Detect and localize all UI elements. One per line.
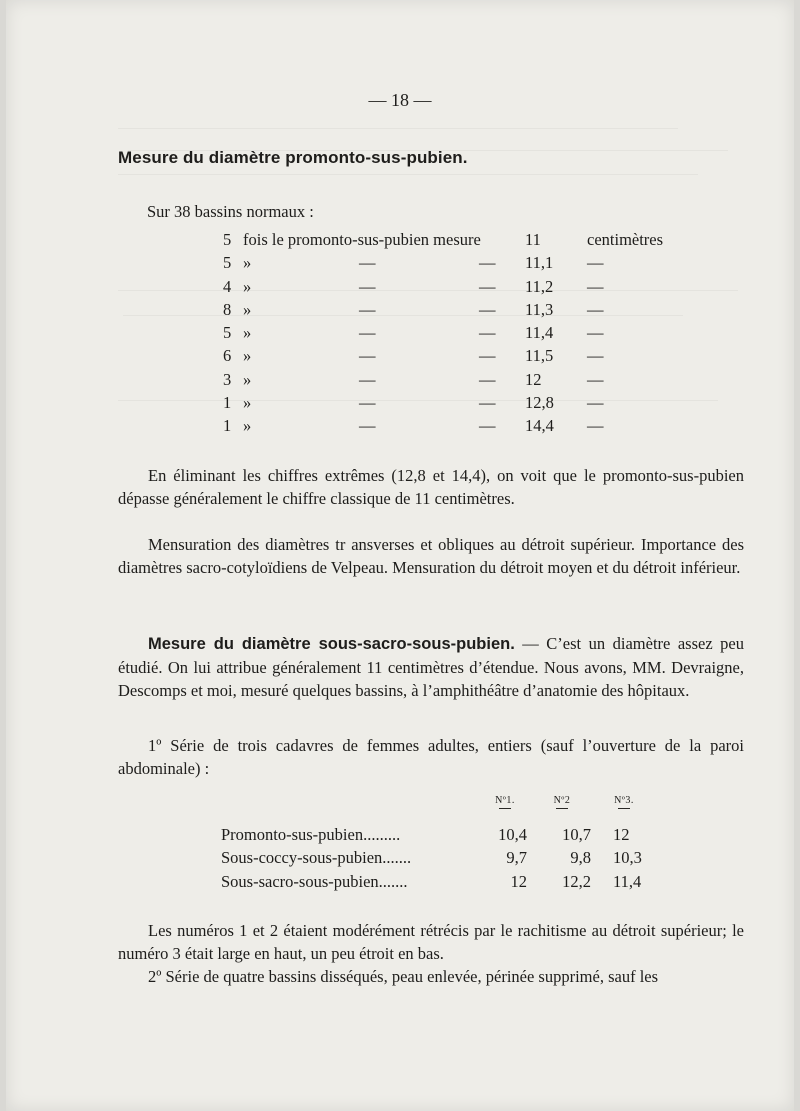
measurement-value: 11,1 (525, 253, 554, 273)
measurement-count: 3 (223, 369, 232, 389)
ditto-dash: — (359, 369, 376, 389)
document-page (6, 0, 794, 1111)
measurement-count: 8 (223, 299, 232, 319)
ditto-mark: » (243, 276, 252, 296)
measurement-count: 1 (223, 393, 232, 413)
measurement-unit: centimètres (587, 230, 664, 249)
paragraph-serie-2: 2º Série de quatre bassins disséqués, peau enlevée, périnée supprimé, sauf les (148, 967, 659, 986)
ditto-dash: — (587, 299, 604, 319)
page-number: — 18 — (368, 90, 432, 110)
section-2-text: — C’est un diamètre assez peu étudié. On lui attribue généralement 11 centimètres d’étendue. Nous avons, MM. Devraigne, Descomps et moi, mesuré quelques bassins, à l’amphithéâtre d’anatomie des hôpitaux. (118, 634, 744, 700)
measurement-value: 12,8 (525, 393, 554, 413)
measurement-count: 5 (223, 323, 232, 343)
column-header-1: Nº1. (495, 795, 515, 806)
ditto-mark: » (243, 369, 252, 389)
ditto-dash: — (359, 276, 376, 296)
row-label: Sous-sacro-sous-pubien....... (221, 871, 408, 891)
column-header-3: Nº3. (614, 795, 634, 806)
measurement-value: 12 (525, 369, 542, 389)
ditto-dash: — (479, 276, 496, 296)
ditto-mark: » (243, 393, 252, 413)
measurement-phrase: fois le promonto-sus-pubien mesure (243, 230, 481, 249)
ditto-dash: — (587, 276, 604, 296)
ditto-dash: — (587, 393, 604, 413)
ditto-dash: — (359, 323, 376, 343)
paragraph-serie-1: 1º Série de trois cadavres de femmes adultes, entiers (sauf l’ouverture de la paroi abdominale) : (118, 736, 744, 778)
ditto-mark: » (243, 299, 252, 319)
ditto-dash: — (479, 393, 496, 413)
cell-value: 12 (510, 871, 527, 891)
ditto-dash: — (479, 253, 496, 273)
measurement-value: 14,4 (525, 416, 554, 436)
ditto-dash: — (479, 323, 496, 343)
ditto-mark: » (243, 253, 252, 273)
cell-value: 9,8 (570, 848, 591, 868)
ditto-mark: » (243, 346, 252, 366)
ditto-dash: — (359, 299, 376, 319)
ditto-dash: — (587, 416, 604, 436)
table-row (221, 825, 661, 848)
paragraph-extremes: En éliminant les chiffres extrêmes (12,8 et 14,4), on voit que le promonto-sus-pubien dépasse généralement le chiffre classique de 11 centimètres. (118, 466, 744, 508)
ditto-dash: — (587, 253, 604, 273)
cell-value: 12 (613, 825, 630, 844)
table-row (221, 872, 661, 895)
cell-value: 12,2 (562, 871, 591, 891)
measurement-count: 5 (223, 253, 232, 273)
section-2-title: Mesure du diamètre sous-sacro-sous-pubien. (148, 635, 515, 653)
paragraph-mensuration: Mensuration des diamètres tr ansverses et obliques au détroit supérieur. Importance des diamètres sacro-cotyloïdiens de Velpeau. Mensuration du détroit moyen et du détroit inférieur. (118, 535, 744, 577)
row-label: Promonto-sus-pubien......... (221, 825, 401, 844)
measurement-value: 11,3 (525, 299, 554, 319)
ditto-dash: — (359, 346, 376, 366)
measurement-count: 4 (223, 276, 232, 296)
ditto-dash: — (479, 416, 496, 436)
measurement-value: 11,4 (525, 323, 554, 343)
ditto-dash: — (479, 346, 496, 366)
cell-value: 10,7 (562, 825, 591, 844)
cell-value: 10,4 (498, 825, 527, 844)
table-row (221, 848, 661, 871)
column-rule (499, 808, 511, 809)
ditto-dash: — (359, 253, 376, 273)
row-label: Sous-coccy-sous-pubien....... (221, 848, 412, 868)
measurement-count: 1 (223, 416, 232, 436)
intro-text: Sur 38 bassins normaux : (147, 202, 314, 221)
measurement-count: 5 (223, 230, 232, 249)
ditto-dash: — (587, 323, 604, 343)
ditto-dash: — (479, 299, 496, 319)
paragraph-sous-sacro (118, 632, 744, 702)
measurement-value: 11,5 (525, 346, 554, 366)
cadaver-measurements-table (221, 825, 661, 895)
ditto-dash: — (587, 346, 604, 366)
measurement-count: 6 (223, 346, 232, 366)
column-rule (618, 808, 630, 809)
column-rule (556, 808, 568, 809)
ditto-dash: — (587, 369, 604, 389)
ditto-dash: — (359, 393, 376, 413)
cell-value: 9,7 (506, 848, 527, 868)
section-title: Mesure du diamètre promonto-sus-pubien. (118, 148, 468, 167)
cell-value: 10,3 (613, 848, 642, 868)
column-header-2: Nº2 (553, 795, 571, 806)
ditto-mark: » (243, 416, 252, 436)
ditto-dash: — (359, 416, 376, 436)
ditto-mark: » (243, 323, 252, 343)
cell-value: 11,4 (613, 871, 642, 891)
ditto-dash: — (479, 369, 496, 389)
measurement-value: 11,2 (525, 276, 554, 296)
paragraph-rachitisme: Les numéros 1 et 2 étaient modérément rétrécis par le rachitisme au détroit supérieur; le numéro 3 était large en haut, un peu étroit en bas. (118, 921, 744, 963)
measurement-value: 11 (525, 230, 541, 249)
